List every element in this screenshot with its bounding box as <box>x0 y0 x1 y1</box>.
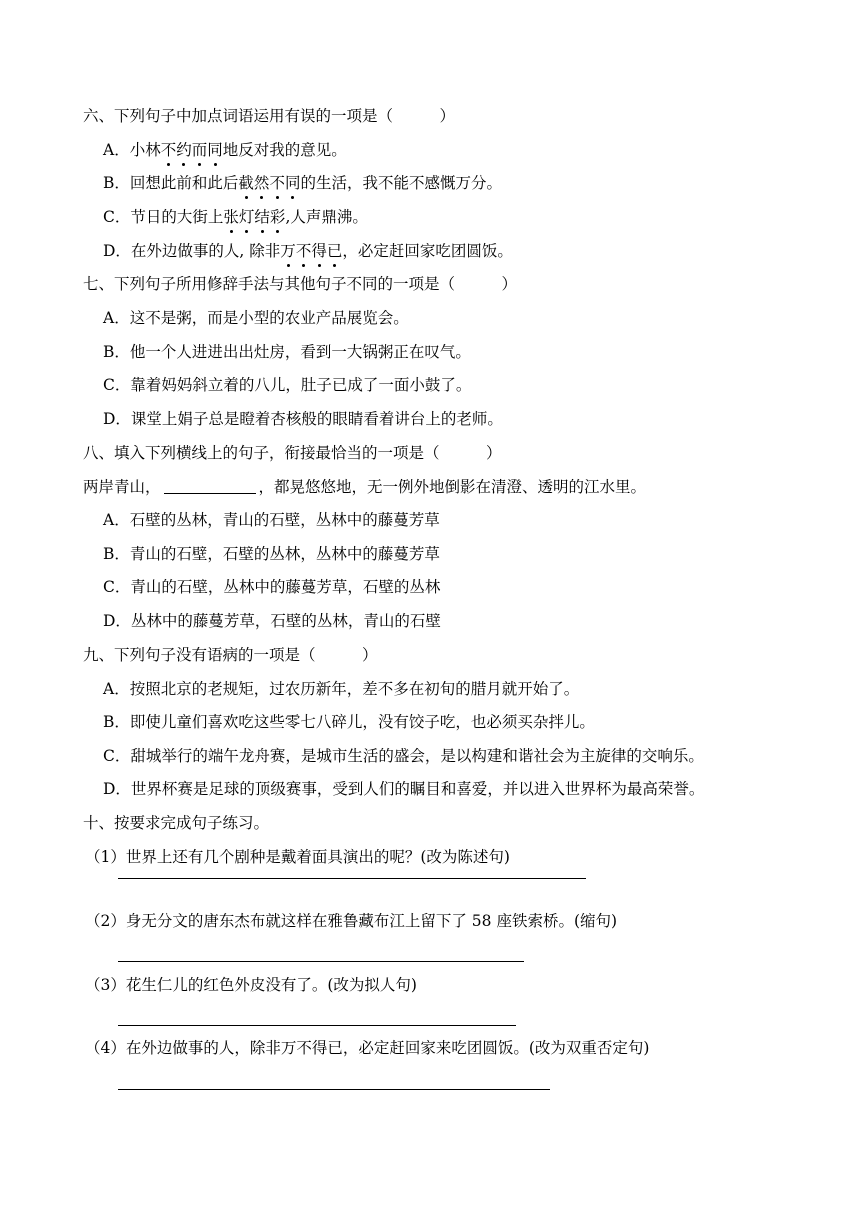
q7-option-a: A．这不是粥，而是小型的农业产品展览会。 <box>103 309 409 327</box>
q10-item-2: （2）身无分文的唐东杰布就这样在雅鲁藏布江上留下了 58 座铁索桥。(缩句) <box>85 912 618 930</box>
q7-option-d: D．课堂上娟子总是瞪着杏核般的眼睛看着讲台上的老师。 <box>103 410 503 428</box>
q9-option-a: A．按照北京的老规矩，过农历新年，差不多在初旬的腊月就开始了。 <box>103 680 580 698</box>
q6-option-a: A．小林不约而同地反对我的意见。 <box>103 141 347 159</box>
q7-option-b: B．他一个人进进出出灶房，看到一大锅粥正在叹气。 <box>103 343 471 361</box>
q10-answer-line-3[interactable] <box>118 1025 516 1026</box>
q9-option-b: B．即使儿童们喜欢吃这些零七八碎儿，没有饺子吃，也必须买杂拌儿。 <box>103 713 595 731</box>
q8-option-b: B．青山的石壁，石壁的丛林，丛林中的藤蔓芳草 <box>103 545 440 563</box>
q10-item-1: （1）世界上还有几个剧种是戴着面具演出的呢？(改为陈述句) <box>85 848 510 866</box>
q10-answer-line-4[interactable] <box>118 1089 550 1090</box>
q9-option-c: C．甜城举行的端午龙舟赛，是城市生活的盛会，是以构建和谐社会为主旋律的交响乐。 <box>103 747 704 765</box>
q7-stem: 七、下列句子所用修辞手法与其他句子不同的一项是（ ） <box>83 275 518 293</box>
q8-fill-blank[interactable] <box>164 479 256 494</box>
q8-option-d: D．丛林中的藤蔓芳草，石壁的丛林，青山的石壁 <box>103 612 441 630</box>
q6-option-b: B．回想此前和此后截然不同的生活，我不能不感慨万分。 <box>103 174 502 192</box>
q10-answer-line-1[interactable] <box>118 878 586 879</box>
q10-stem: 十、按要求完成句子练习。 <box>83 814 270 832</box>
q6-option-c: C．节日的大街上张灯结彩,人声鼎沸。 <box>103 208 368 226</box>
q9-stem: 九、下列句子没有语病的一项是（ ） <box>83 646 378 664</box>
q8-sentence: 两岸青山， ，都晃悠悠地，无一例外地倒影在清澄、透明的江水里。 <box>83 478 647 496</box>
q10-item-3: （3）花生仁儿的红色外皮没有了。(改为拟人句) <box>85 976 417 994</box>
q9-option-d: D．世界杯赛是足球的顶级赛事，受到人们的瞩目和喜爱，并以进入世界杯为最高荣誉。 <box>103 780 705 798</box>
q8-stem: 八、填入下列横线上的句子，衔接最恰当的一项是（ ） <box>83 444 502 462</box>
q10-item-4: （4）在外边做事的人，除非万不得已，必定赶回家来吃团圆饭。(改为双重否定句) <box>85 1039 650 1057</box>
q6-option-d: D．在外边做事的人, 除非万不得已，必定赶回家吃团圆饭。 <box>103 242 513 260</box>
q8-option-c: C．青山的石壁，丛林中的藤蔓芳草，石壁的丛林 <box>103 578 441 596</box>
q7-option-c: C．靠着妈妈斜立着的八儿，肚子已成了一面小鼓了。 <box>103 376 472 394</box>
q10-answer-line-2[interactable] <box>118 961 524 962</box>
q6-stem: 六、下列句子中加点词语运用有误的一项是（ ） <box>83 107 456 125</box>
q8-option-a: A．石壁的丛林，青山的石壁，丛林中的藤蔓芳草 <box>103 511 440 529</box>
